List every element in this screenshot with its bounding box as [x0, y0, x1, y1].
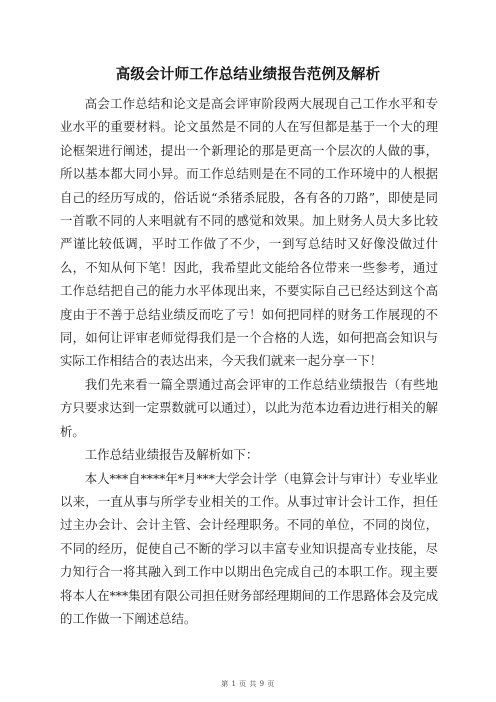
page-footer: 第 1 页 共 9 页: [221, 680, 275, 688]
document-title: 高级会计师工作总结业绩报告范例及解析: [115, 66, 381, 83]
document-body: [60, 92, 438, 630]
paragraph-sample-intro: 我们先来看一篇全票通过高会评审的工作总结业绩报告（有些地方只要求达到一定票数就可以通过），以此为范本边看边进行相关的解析。: [60, 376, 438, 439]
paragraph-report-heading: 工作总结业绩报告及解析如下：: [84, 447, 259, 463]
paragraph-report-body: 本人***自****年*月***大学会计学（电算会计与审计）专业毕业以来，一直从事与所学专业相关的工作。从事过审计会计工作，担任过主办会计、会计主管、会计经理职务。不同的单位，不同的岗位，不同的经历，促使自己不断的学习以丰富专业知识提高专业技能，尽力知行合一将其融入到工作中以期出色完成自己的本职工作。现主要将本人在***集团有限公司担任财务部经理期间的工作思路体会及完成的工作做一下阐述总结。: [60, 470, 438, 626]
paragraph-intro: 高会工作总结和论文是高会评审阶段两大展现自己工作水平和专业水平的重要材料。论文虽然是不同的人在写但都是基于一个大的理论框架进行阐述，提出一个新理论的那是更高一个层次的人做的事，所以基本都大同小异。而工作总结则是在不同的工作环境中的人根据自己的经历写成的，俗话说“杀猪杀屁股，各有各的刀路”，即使是同一首歌不同的人来唱就有不同的感觉和效果。加上财务人员大多比较严谨比较低调，平时工作做了不少，一到写总结时又好像没做过什么，不知从何下笔！因此，我希望此文能给各位带来一些参考，通过工作总结把自己的能力水平体现出来，不要实际自己已经达到这个高度由于不善于总结业绩反而吃了亏！如何把同样的财务工作展现的不同，如何让评审老师觉得我们是一个合格的人选，如何把高会知识与实际工作相结合的表达出来，今天我们就来一起分享一下！: [60, 96, 438, 369]
